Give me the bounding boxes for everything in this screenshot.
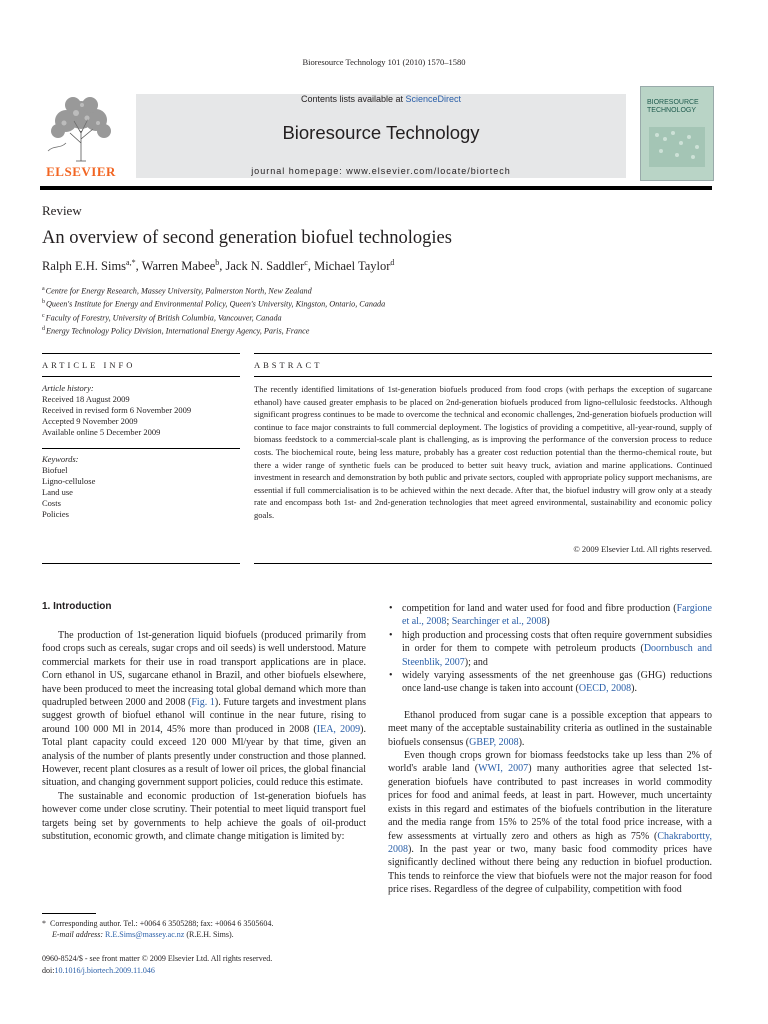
affiliation-text: Queen's Institute for Energy and Environmental Policy, Queen's University, Kingston, Ontario, Canada	[46, 300, 386, 310]
paragraph-text: ). Future targets and investment plans suggest growth of biofuel ethanol will continue in the near future, rising to around 100 000 Ml in 2014, 45% more than produced in 2008 (	[42, 697, 366, 735]
author-name: Warren Mabee	[141, 259, 216, 274]
footnote-corresponding	[42, 918, 273, 929]
citation-reference[interactable]: GBEP, 2008	[469, 736, 519, 748]
paragraph-text: Even though crops grown for biomass feedstocks take up less than 2% of world's arable land (	[388, 750, 712, 775]
affiliations	[42, 284, 385, 337]
paragraph-text: The production of 1st-generation liquid biofuels (produced primarily from food crops such as cereals, sugar crops and oil seeds) is well understood. Mature commercial markets for their use in road transport applications are in place. Corn ethanol in US, sugarcane ethanol in Brazil, and other biofuels elsewhere, have been produced to meet the increasing total global demand which more than quadrupled between 2000 and 2008 (	[42, 630, 366, 709]
citation-reference[interactable]: IEA, 2009	[316, 723, 361, 735]
email-label: E-mail address:	[52, 930, 106, 939]
intro-paragraph	[42, 629, 366, 790]
affiliation-item	[42, 311, 385, 324]
journal-cover-icon	[640, 86, 714, 181]
keyword: Land use	[42, 486, 73, 497]
doi-label: doi:	[42, 965, 55, 975]
affiliation-mark: d	[42, 325, 45, 332]
author-affiliation-mark[interactable]: a,*	[126, 258, 136, 267]
history-label: Article history:	[42, 383, 94, 393]
bullet-icon: •	[389, 629, 393, 641]
author-name: Ralph E.H. Sims	[42, 259, 127, 274]
left-column	[42, 629, 366, 844]
abstract-text: The recently identified limitations of 1st-generation biofuels produced from food crops (with perhaps the exception of sugarcane ethanol) have caused greater emphasis to be placed on 2nd-generation biofuels produced from ligno-cellulosic feedstocks. Although significant progress continues to be made to overcome the technical and economic challenges, 2nd-generation biofuels production will continue to face major constraints to full commercial deployment. The logistics of providing a competitive, all-year-round, supply of biomass feedstock to a commercial-scale plant is challenging, as is improving the performance of the conversion process to reduce costs. The biochemical route, being less mature, probably has a greater cost reduction potential than the thermo-chemical route, but there a wider range of synthetic fuels can be produced to better suit heavy truck, aviation and marine applications. Continued investment in research and demonstration by both public and private sectors, coupled with appropriate policy support mechanisms, are essential if full commercialisation is to be achieved within the next decade. After that, the biofuel industry will grow only at a steady rate and encompass both 1st- and 2nd-generation technologies that meet agreed environmental, sustainability and economic policy goals.	[254, 384, 712, 520]
section-heading-introduction: 1. Introduction	[42, 601, 112, 612]
contents-prefix: Contents lists available at	[300, 94, 406, 104]
list-item	[388, 629, 712, 669]
list-text: competition for land and water used for food and fibre production (	[402, 603, 677, 614]
body-paragraph	[388, 709, 712, 749]
affiliation-item	[42, 297, 385, 310]
footnote	[42, 918, 273, 940]
limitations-list	[388, 602, 712, 696]
article-history	[42, 383, 191, 438]
footnote-rule	[42, 913, 96, 914]
article-info-heading: ARTICLE INFO	[42, 360, 136, 370]
footnote-mark: *	[42, 919, 46, 928]
author-name: Michael Taylor	[314, 259, 391, 274]
list-text: ).	[631, 683, 637, 695]
list-text: ;	[446, 616, 452, 628]
journal-name: Bioresource Technology	[282, 122, 480, 143]
list-text: widely varying assessments of the net greenhouse gas (GHG) reductions once land-use change is taken into account (	[402, 670, 712, 695]
keywords	[42, 454, 95, 519]
paragraph-text: ).	[518, 736, 525, 748]
affiliation-mark: b	[42, 299, 45, 306]
abstract-bottom-rule	[254, 563, 712, 564]
paragraph-text: ). In the past year or two, many basic food commodity prices have significantly declined without there being any reduction in biofuel production. This tends to reinforce the view that biofuels were not the major reason for food price rises. Regardless of the degree of culpability, competition with food	[388, 843, 712, 896]
footnote-email	[42, 929, 273, 940]
author-separator: ,	[219, 259, 226, 274]
abstract-copyright: © 2009 Elsevier Ltd. All rights reserved.	[573, 544, 712, 554]
keyword: Costs	[42, 497, 61, 508]
affiliation-item	[42, 324, 385, 337]
header-rule	[40, 186, 712, 190]
email-link[interactable]: R.E.Sims@massey.ac.nz	[105, 930, 185, 939]
bullet-icon: •	[389, 603, 393, 614]
article-title: An overview of second generation biofuel technologies	[42, 228, 452, 248]
author-affiliation-mark[interactable]: d	[390, 258, 395, 267]
author-name: Jack N. Saddler	[225, 259, 305, 274]
history-item: Received 18 August 2009	[42, 393, 130, 404]
keyword: Policies	[42, 508, 69, 519]
abstract-top-rule	[254, 353, 712, 354]
history-item: Accepted 9 November 2009	[42, 415, 138, 426]
body-paragraph	[388, 749, 712, 896]
list-item	[388, 602, 712, 629]
author-separator: ,	[307, 259, 315, 274]
author-separator: ,	[135, 259, 142, 274]
abstract-head-rule	[254, 376, 712, 377]
affiliation-mark: a	[42, 286, 45, 292]
publisher-name: ELSEVIER	[46, 164, 116, 179]
paragraph-text: Ethanol produced from sugar cane is a possible exception that appears to meet many of the acceptable sustainability criteria as outlined in the sustainable biofuels consensus (	[388, 709, 712, 748]
author-affiliation-mark[interactable]: c	[304, 258, 308, 267]
issn-line: 0960-8524/$ - see front matter © 2009 Elsevier Ltd. All rights reserved.	[42, 954, 273, 963]
figure-reference[interactable]: Fig. 1	[191, 697, 215, 709]
history-item: Received in revised form 6 November 2009	[42, 404, 192, 415]
keywords-label: Keywords:	[42, 454, 79, 464]
journal-homepage[interactable]: journal homepage: www.elsevier.com/locate/biortech	[251, 166, 511, 176]
list-text: )	[546, 616, 550, 628]
email-suffix: (R.E.H. Sims).	[184, 930, 234, 939]
paragraph-text: ) many authorities agree that selected 1st-generation biofuels have contributed to past increases in world commodity prices for food and animal feeds, at least in part. However, much uncertainty exists in this regard and estimates of the biofuels contribution in the literature and the media range from 15% to 25% of the total food price increase, with a few assessments at virtually zero and others as high as 75% (	[388, 763, 712, 842]
citation-reference[interactable]: WWI, 2007	[478, 763, 529, 775]
citation-reference[interactable]: Doornbusch and Steenblik, 2007	[402, 643, 712, 668]
affiliation-item	[42, 284, 385, 297]
affiliation-text: Energy Technology Policy Division, International Energy Agency, Paris, France	[46, 326, 310, 336]
journal-citation: Bioresource Technology 101 (2010) 1570–1580	[302, 57, 466, 67]
info-bottom-rule	[42, 563, 240, 564]
front-matter	[42, 953, 272, 976]
doi-line	[42, 965, 272, 977]
info-top-rule	[42, 353, 240, 354]
bullet-icon: •	[389, 670, 393, 682]
info-head-rule	[42, 376, 240, 377]
keyword: Biofuel	[42, 464, 68, 475]
keyword: Ligno-cellulose	[42, 475, 96, 486]
right-column	[388, 602, 712, 897]
affiliation-text: Faculty of Forestry, University of British Columbia, Vancouver, Canada	[45, 313, 282, 323]
footnote-text: Corresponding author. Tel.: +0064 6 3505288; fax: +0064 6 3505604.	[50, 919, 274, 928]
cover-title: BIORESOURCE TECHNOLOGY	[647, 99, 699, 114]
contents-line	[136, 94, 626, 104]
doi-link[interactable]: 10.1016/j.biortech.2009.11.046	[54, 965, 155, 975]
citation-reference[interactable]: OECD, 2008	[578, 683, 632, 695]
abstract-heading: ABSTRACT	[254, 360, 323, 370]
journal-banner	[136, 94, 626, 178]
citation-reference[interactable]: Fargione et al., 2008	[402, 603, 712, 628]
affiliation-mark: c	[42, 312, 45, 319]
citation-reference[interactable]: Chakrabortty, 2008	[388, 830, 712, 855]
list-text: ); and	[464, 656, 488, 668]
author-list	[42, 258, 394, 274]
list-item	[388, 669, 712, 696]
history-item: Available online 5 December 2009	[42, 426, 161, 437]
list-text: high production and processing costs that often require government subsidies in order for them to compete with petroleum products (	[402, 629, 712, 655]
article-type: Review	[42, 203, 82, 218]
intro-paragraph: The sustainable and economic production of 1st-generation biofuels has however come under close scrutiny. Their potential to meet liquid transport fuel targets being set by governments to help achieve the goals of oil-product substitution, economic growth, and climate change mitigation is limited by:	[42, 790, 366, 843]
citation-reference[interactable]: Searchinger et al., 2008	[451, 616, 547, 628]
sciencedirect-link[interactable]: ScienceDirect	[405, 94, 462, 104]
author-affiliation-mark[interactable]: b	[215, 258, 220, 267]
paragraph-text: ). Total plant capacity could exceed 120 000 Ml/year by that time, given an analysis of the number of plants presently under construction and those planned. However, recent plant closures as a result of lower oil prices, the global financial situation, and changing government support policies, could reduce this estimate.	[42, 723, 366, 789]
affiliation-text: Centre for Energy Research, Massey University, Palmerston North, New Zealand	[45, 286, 312, 296]
info-mid-rule	[42, 448, 240, 449]
